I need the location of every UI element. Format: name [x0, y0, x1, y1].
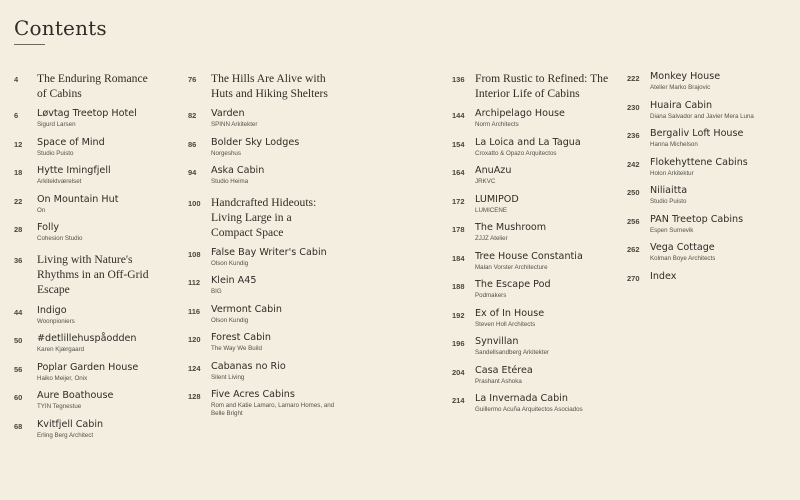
- entry-title: Bolder Sky Lodges: [211, 136, 300, 148]
- entry-title: Huaira Cabin: [650, 99, 713, 111]
- page-number: 18: [14, 168, 23, 177]
- page-number: 236: [627, 131, 640, 140]
- entry-title: The Hills Are Alive with Huts and Hiking Shelters: [211, 72, 328, 100]
- entry-architect: Silent Living: [211, 373, 245, 381]
- page-number: 60: [14, 393, 23, 402]
- entry-title: PAN Treetop Cabins: [650, 213, 744, 225]
- entry-architect: Norm Architects: [475, 121, 519, 128]
- entry-title: Kvitfjell Cabin: [37, 418, 104, 430]
- page-number: 172: [452, 196, 465, 206]
- page-number: 164: [452, 168, 465, 177]
- title-underline: [14, 44, 45, 45]
- toc-entry[interactable]: [188, 108, 348, 129]
- entry-title: Aure Boathouse: [37, 390, 114, 401]
- toc-entry[interactable]: [14, 333, 174, 354]
- entry-title: The Escape Pod: [475, 279, 551, 290]
- entry-architect: Holon Arkitektur: [650, 169, 694, 177]
- toc-entry[interactable]: [14, 222, 174, 243]
- entry-title: Living with Nature's Rhythms in an Off-Grid Escape: [37, 252, 149, 296]
- toc-entry[interactable]: [14, 108, 174, 129]
- page-number: 144: [452, 111, 465, 120]
- entry-title: Space of Mind: [37, 136, 105, 148]
- entry-title: Five Acres Cabins: [211, 389, 295, 400]
- entry-architect: Karen Kjærgaard: [37, 346, 85, 353]
- toc-entry[interactable]: [188, 137, 348, 158]
- entry-title: Cabanas no Rio: [211, 360, 286, 372]
- toc-entry[interactable]: [14, 419, 174, 440]
- toc-entry[interactable]: [452, 336, 612, 357]
- page-number: 270: [627, 273, 640, 283]
- page-number: 108: [188, 249, 201, 259]
- entry-title: Vermont Cabin: [211, 303, 283, 315]
- toc-entry[interactable]: [188, 195, 348, 240]
- toc-entry[interactable]: [14, 362, 174, 383]
- entry-title: Index: [650, 270, 677, 282]
- page-number: 116: [188, 306, 201, 316]
- toc-entry[interactable]: [627, 214, 797, 235]
- page-number: 82: [188, 111, 197, 120]
- entry-title: Klein A45: [211, 275, 257, 286]
- entry-architect: Studio Heima: [211, 178, 249, 185]
- entry-title: Løvtag Treetop Hotel: [37, 108, 137, 119]
- entry-title: Synvillan: [475, 336, 519, 347]
- page-number: 36: [14, 255, 23, 265]
- entry-title: Niliaitta: [650, 185, 688, 196]
- toc-entry[interactable]: [452, 71, 612, 101]
- toc-entry[interactable]: [452, 251, 612, 272]
- page-number: 214: [452, 396, 465, 405]
- entry-architect: BIG: [211, 288, 222, 295]
- entry-architect: Steven Holl Architects: [475, 320, 536, 328]
- page-number: 196: [452, 339, 465, 348]
- entry-title: The Enduring Romance of Cabins: [37, 72, 148, 100]
- toc-entry[interactable]: [14, 165, 174, 186]
- page-number: 154: [452, 139, 465, 149]
- entry-title: The Mushroom: [475, 222, 547, 233]
- entry-architect: Rom and Katie Lamaro, Lamaro Homes, and Belle Bright: [211, 402, 335, 417]
- page-number: 250: [627, 188, 640, 197]
- page-number: 6: [14, 111, 19, 120]
- toc-entry[interactable]: [14, 194, 174, 215]
- entry-architect: Studio Puisto: [37, 149, 74, 157]
- page-number: 184: [452, 253, 465, 263]
- entry-title: Tree House Constantia: [475, 250, 583, 262]
- toc-entry[interactable]: [627, 157, 797, 178]
- entry-architect: Norgeshus: [211, 149, 241, 157]
- toc-entry[interactable]: [627, 242, 797, 263]
- entry-architect: Kolman Boye Architects: [650, 255, 716, 262]
- entry-architect: Guillermo Acuña Arquitectos Asociados: [475, 406, 583, 413]
- toc-entry[interactable]: [14, 252, 174, 297]
- entry-title: Aska Cabin: [211, 165, 265, 176]
- page-number: 204: [452, 367, 465, 377]
- entry-architect: LUMICENE: [475, 206, 507, 214]
- toc-entry[interactable]: [627, 71, 797, 92]
- toc-entry[interactable]: [188, 275, 348, 296]
- entry-title: Flokehyttene Cabins: [650, 156, 748, 168]
- page-number: 68: [14, 421, 23, 431]
- toc-entry[interactable]: [188, 165, 348, 186]
- page-number: 12: [14, 139, 23, 149]
- entry-architect: Cohesion Studio: [37, 235, 83, 242]
- toc-entry[interactable]: [452, 165, 612, 186]
- entry-title: Ex of In House: [475, 307, 545, 319]
- entry-architect: Studio Puisto: [650, 198, 687, 205]
- page-title: Contents: [14, 16, 107, 40]
- toc-entry[interactable]: [452, 137, 612, 158]
- toc-entry[interactable]: [188, 71, 348, 101]
- entry-architect: Olson Kundig: [211, 259, 249, 267]
- toc-entry[interactable]: [452, 222, 612, 243]
- entry-title: AnuAzu: [475, 165, 512, 176]
- toc-entry[interactable]: [14, 305, 174, 326]
- contents-column-1: [14, 71, 174, 439]
- entry-title: Hytte Imingfjell: [37, 165, 111, 176]
- entry-architect: JRKVC: [475, 178, 496, 185]
- entry-architect: Arkitektværelset: [37, 178, 82, 185]
- toc-entry[interactable]: [14, 137, 174, 158]
- toc-entry[interactable]: [452, 108, 612, 129]
- entry-architect: Atelier Marko Brajovic: [650, 84, 711, 91]
- page-number: 4: [14, 75, 19, 84]
- entry-architect: Espen Surnevik: [650, 226, 694, 234]
- entry-architect: Malan Vorster Architecture: [475, 263, 548, 271]
- page-number: 94: [188, 168, 197, 177]
- toc-entry[interactable]: [627, 128, 797, 149]
- entry-architect: Hanna Michelson: [650, 141, 698, 148]
- page-number: 242: [627, 159, 640, 169]
- entry-title: On Mountain Hut: [37, 193, 119, 205]
- entry-title: LUMIPOD: [475, 193, 519, 205]
- toc-entry[interactable]: [627, 185, 797, 206]
- entry-architect: Podmakers: [475, 292, 507, 299]
- page-number: 112: [188, 278, 201, 287]
- page-number: 188: [452, 282, 465, 291]
- page-number: 50: [14, 336, 23, 345]
- entry-title: Folly: [37, 222, 60, 233]
- page-number: 222: [627, 74, 640, 83]
- entry-title: False Bay Writer's Cabin: [211, 246, 327, 258]
- toc-entry[interactable]: [188, 361, 348, 382]
- contents-column-4: [627, 71, 797, 283]
- entry-architect: Diana Salvador and Javier Mera Luna: [650, 112, 754, 120]
- entry-architect: TYIN Tegnestue: [37, 403, 82, 410]
- entry-title: Archipelago House: [475, 108, 565, 119]
- entry-title: Bergaliv Loft House: [650, 128, 744, 139]
- entry-title: Vega Cottage: [650, 242, 715, 253]
- page-number: 230: [627, 102, 640, 112]
- page-number: 192: [452, 310, 465, 320]
- toc-entry[interactable]: [188, 332, 348, 353]
- entry-architect: SPINN Arkitekter: [211, 121, 258, 128]
- entry-title: La Loica and La Tagua: [475, 136, 581, 148]
- page-number: 86: [188, 139, 197, 149]
- entry-architect: Sigurd Larsen: [37, 121, 76, 128]
- toc-entry[interactable]: [452, 194, 612, 215]
- entry-architect: Erling Berg Architect: [37, 431, 94, 439]
- entry-title: La Invernada Cabin: [475, 393, 568, 404]
- page-number: 124: [188, 363, 201, 373]
- toc-entry[interactable]: [627, 100, 797, 121]
- entry-architect: Olson Kundig: [211, 316, 249, 324]
- toc-entry[interactable]: [627, 271, 797, 283]
- toc-entry[interactable]: [452, 308, 612, 329]
- entry-architect: Croxatto & Opazo Arquitectos: [475, 149, 557, 157]
- toc-entry[interactable]: [188, 247, 348, 268]
- toc-entry[interactable]: [188, 389, 348, 417]
- entry-title: Casa Etérea: [475, 364, 533, 376]
- entry-architect: Haiko Meijer, Onix: [37, 374, 88, 382]
- toc-entry[interactable]: [452, 365, 612, 386]
- toc-entry[interactable]: [452, 393, 612, 414]
- entry-title: Monkey House: [650, 71, 721, 82]
- toc-entry[interactable]: [14, 71, 174, 101]
- entry-title: Indigo: [37, 304, 67, 316]
- entry-title: Poplar Garden House: [37, 361, 139, 373]
- page-number: 44: [14, 307, 23, 317]
- entry-architect: Woonpioniers: [37, 317, 75, 325]
- contents-column-2: [188, 71, 348, 417]
- page-number: 256: [627, 216, 640, 226]
- contents-column-3: [452, 71, 612, 414]
- page-number: 100: [188, 198, 201, 208]
- page-number: 128: [188, 392, 201, 401]
- entry-title: Varden: [211, 108, 245, 119]
- entry-title: #detlillehuspåodden: [37, 333, 137, 344]
- entry-architect: On: [37, 206, 46, 214]
- page-number: 178: [452, 225, 465, 234]
- entry-title: From Rustic to Refined: The Interior Life of Cabins: [475, 72, 609, 100]
- entry-architect: Prashant Ashoka: [475, 377, 522, 385]
- toc-entry[interactable]: [188, 304, 348, 325]
- page-number: 136: [452, 75, 465, 84]
- entry-title: Handcrafted Hideouts: Living Large in a Compact Space: [211, 195, 317, 239]
- entry-architect: Sandellsandberg Arkitekter: [475, 349, 549, 356]
- page-number: 22: [14, 196, 23, 206]
- toc-entry[interactable]: [452, 279, 612, 300]
- entry-architect: ZJJZ Atelier: [475, 235, 508, 242]
- page-number: 120: [188, 335, 201, 344]
- page-number: 28: [14, 225, 23, 234]
- entry-architect: The Way We Build: [211, 345, 262, 352]
- entry-title: Forest Cabin: [211, 332, 271, 343]
- page-number: 76: [188, 75, 197, 84]
- page-number: 262: [627, 245, 640, 254]
- page-number: 56: [14, 364, 23, 374]
- toc-entry[interactable]: [14, 390, 174, 411]
